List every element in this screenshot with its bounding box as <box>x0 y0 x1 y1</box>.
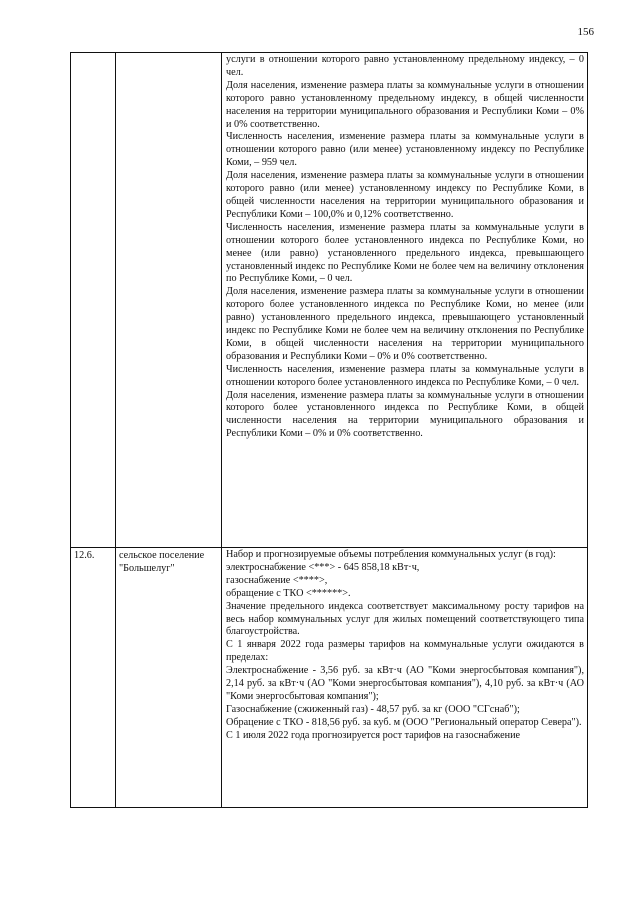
paragraph: газоснабжение <****>, <box>226 574 328 586</box>
paragraph: Набор и прогнозируемые объемы потребления коммунальных услуг (в год): <box>226 549 556 560</box>
paragraph: Численность населения, изменение размера платы за коммунальные услуги в отношении которого более установленного индекса по Республике Коми, – 0 чел. <box>226 363 584 388</box>
paragraph: Доля населения, изменение размера платы за коммунальные услуги в отношении которого более установленного индекса по Республике Коми, в общей численности населения на территории муниципального образования и Республики Коми – 0% и 0% соответственно. <box>226 389 584 440</box>
row-content-cell <box>222 548 588 808</box>
table-row <box>71 548 588 808</box>
paragraph: С 1 июля 2022 года прогнозируется рост тарифов на газоснабжение <box>226 729 521 741</box>
row-number-cell: 12.6. <box>71 548 116 808</box>
document-table <box>70 52 588 808</box>
paragraph: Численность населения, изменение размера платы за коммунальные услуги в отношении которого равно (или менее) установленному индексу по Республике Коми, – 959 чел. <box>226 131 584 169</box>
paragraph: Доля населения, изменение размера платы за коммунальные услуги в отношении которого равно (или менее) установленному индексу по Республике Коми, в общей численности населения на территории муниципального образования и Республики Коми – 100,0% и 0,12% соответственно. <box>226 170 584 220</box>
paragraph: электроснабжение <***> - 645 858,18 кВт·ч, <box>226 561 420 573</box>
paragraph: Обрацение с ТКО - 818,56 руб. за куб. м (ООО "Региональный оператор Севера"). <box>226 716 582 728</box>
paragraph: услуги в отношении которого равно установленному предельному индексу, – 0 чел. <box>226 54 584 78</box>
row-name-cell: сельское поселение "Большелуг" <box>116 548 222 808</box>
page-number: 156 <box>577 26 594 38</box>
row-number-cell <box>71 53 116 548</box>
row-name-cell <box>116 53 222 548</box>
paragraph: обращение с ТКО <******>. <box>226 587 351 599</box>
paragraph: Электроснабжение - 3,56 руб. за кВт·ч (АО "Коми энергосбытовая компания"), 2,14 руб. за кВт·ч (АО "Коми энергосбытовая компания"), 4,10 руб. за кВт·ч (АО "Коми энергосбытовая компания"); <box>226 665 584 702</box>
paragraph: Газоснабжение (сжиженный газ) - 48,57 руб. за кг (ООО "СГснаб"); <box>226 703 520 715</box>
paragraph: Доля населения, изменение размера платы за коммунальные услуги в отношении которого более установленного индекса по Республике Коми, но менее (или равно) установленного предельного индекса, превышающего установленный индекс по Республике Коми не более чем на величину отклонения по Республике Коми, в общей численности населения на территории муниципального образования и Республики Коми – 0% и 0% соответственно. <box>226 286 584 362</box>
paragraph: С 1 января 2022 года размеры тарифов на коммунальные услуги ожидаются в пределах: <box>226 639 584 664</box>
paragraph: Доля населения, изменение размера платы за коммунальные услуги в отношении которого равно установленному предельному индексу, в общей численности населения на территории муниципального образования и Республики Коми – 0% и 0% соответственно. <box>226 79 584 130</box>
paragraph: Значение предельного индекса соответствует максимальному росту тарифов на весь набор коммунальных услуг для жилых помещений соответствующего типа благоустройства. <box>226 600 584 638</box>
row-content-cell <box>222 53 588 548</box>
table-row <box>71 53 588 548</box>
paragraph: Численность населения, изменение размера платы за коммунальные услуги в отношении которого более установленного индекса по Республике Коми, но менее (или равно) установленного предельного индекса, превышающего установленный индекс по Республике Коми не более чем на величину отклонения по Республике Коми, – 0 чел. <box>226 221 584 285</box>
